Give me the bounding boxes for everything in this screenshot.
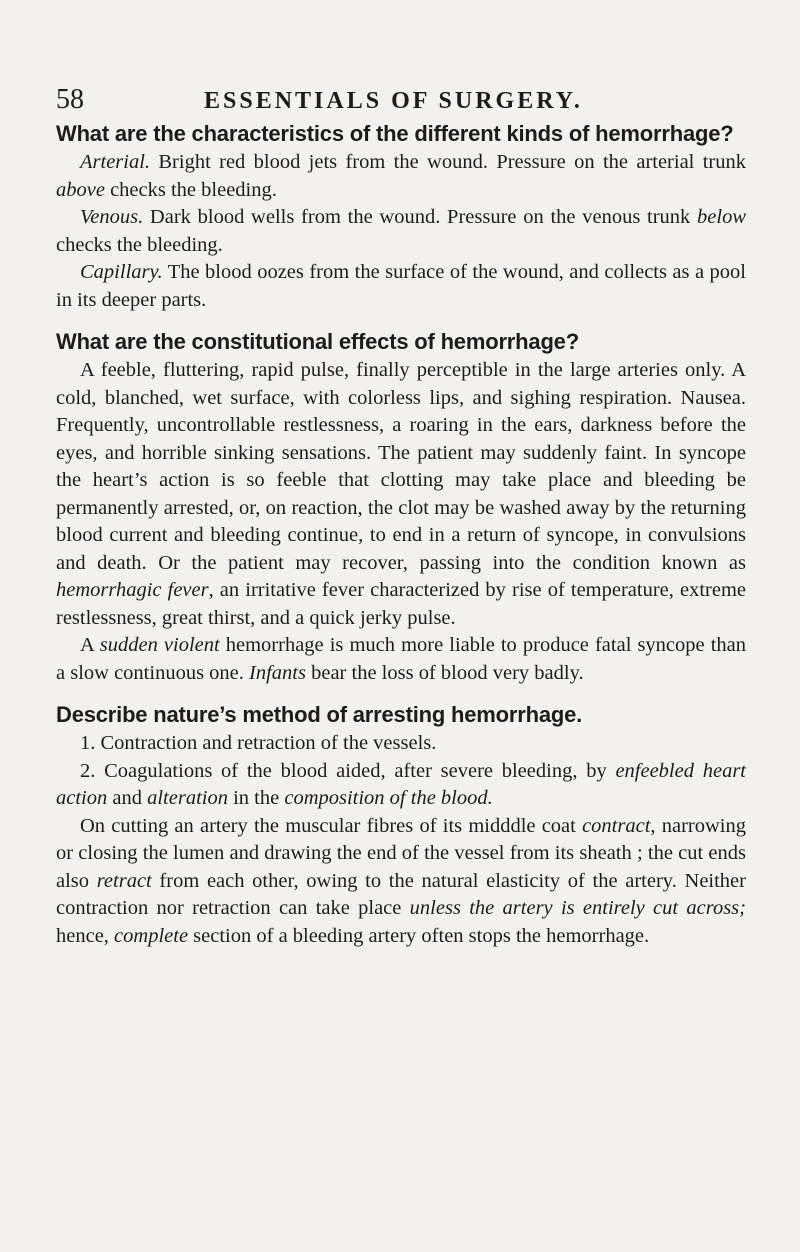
- paragraph-venous: [56, 204, 746, 259]
- paragraph-cutting-artery: [56, 813, 746, 951]
- italic-text: above: [56, 178, 105, 201]
- text-run: 2. Coagulations of the blood aided, after severe bleeding, by: [80, 759, 616, 782]
- italic-text: Arterial.: [80, 151, 151, 173]
- paragraph-sudden-violent: [56, 632, 746, 687]
- text-run: checks the bleeding.: [104, 178, 277, 201]
- italic-text: complete: [114, 924, 189, 947]
- text-run: hence,: [56, 924, 115, 947]
- italic-text: contract: [582, 814, 651, 837]
- text-run: A feeble, fluttering, rapid pulse, finally perceptible in the large arteries only. A cold, blanched, wet surface, with colorless lips, and sighing respiration. Nausea. Frequently, uncontrollable restlessness, a roaring in the ears, darkness before the eyes, and horrible sinking sensations. The patient may suddenly faint. In syncope the heart’s action is so feeble that clotting may take place and bleeding be permanently arrested, or, on reaction, the clot may be washed away by the returning blood current and bleeding continue, to end in a return of syncope, in convulsions and death. Or the patient may recover, passing into the condition known as: [56, 359, 746, 574]
- italic-text: hemorrhagic fever: [56, 579, 209, 601]
- paragraph-capillary: [56, 259, 746, 314]
- text-run: checks the bleeding.: [56, 233, 223, 256]
- running-head: [56, 84, 746, 116]
- paragraph-item-2: [56, 758, 746, 813]
- text-run: The blood oozes from the surface of the wound, and collects as a pool in its deeper parts.: [56, 261, 746, 311]
- text-run: , narrowing or closing the lumen and drawing the end of the vessel from its sheath ; the cut ends also: [56, 814, 746, 892]
- text-run: in the: [227, 787, 285, 809]
- italic-text: Infants: [249, 661, 306, 684]
- section-hemorrhage-kinds: [56, 120, 746, 314]
- paragraph-arterial: [56, 149, 746, 204]
- text-run: , an irritative fever characterized by rise of temperature, extreme restlessness, great thirst, and a quick jerky pulse.: [56, 579, 746, 629]
- italic-text: sudden violent: [99, 634, 220, 656]
- question-heading: What are the constitutional effects of hemorrhage?: [56, 329, 579, 354]
- question-heading: Describe nature’s method of arresting hemorrhage.: [56, 702, 583, 727]
- text-run: 1. Contraction and retraction of the vessels.: [80, 732, 437, 754]
- italic-text: alteration: [147, 787, 228, 809]
- text-run: section of a bleeding artery often stops the hemorrhage.: [188, 924, 650, 947]
- text-run: Bright red blood jets from the wound. Pressure on the arterial trunk: [150, 151, 746, 173]
- italic-text: enfeebled heart action: [56, 759, 746, 809]
- question-heading: What are the characteristics of the different kinds of hemorrhage?: [56, 121, 734, 146]
- text-run: bear the loss of blood very badly.: [305, 661, 584, 684]
- italic-text: composition of the blood.: [284, 787, 493, 809]
- italic-text: below: [697, 206, 746, 228]
- text-run: hemorrhage is much more liable to produce fatal syncope than a slow continuous one.: [56, 634, 746, 684]
- text-run: from each other, owing to the natural elasticity of the artery. Neither contraction nor retraction can take place: [56, 869, 746, 919]
- italic-text: Venous.: [80, 206, 144, 228]
- section-natures-method: [56, 701, 746, 950]
- section-constitutional-effects: [56, 328, 746, 687]
- paragraph-effects: [56, 357, 746, 632]
- paragraph-item-1: [56, 730, 746, 758]
- text-run: A: [80, 634, 100, 656]
- italic-text: Capillary.: [80, 261, 163, 283]
- page-number: 58: [56, 84, 84, 115]
- text-run: Dark blood wells from the wound. Pressure on the venous trunk: [143, 206, 698, 228]
- italic-text: unless the artery is entirely cut across;: [409, 897, 746, 919]
- italic-text: retract: [96, 869, 152, 892]
- page-content: [56, 120, 746, 950]
- text-run: On cutting an artery the muscular fibres of its midddle coat: [80, 814, 583, 837]
- book-title: ESSENTIALS OF SURGERY.: [204, 88, 583, 114]
- text-run: and: [107, 787, 148, 809]
